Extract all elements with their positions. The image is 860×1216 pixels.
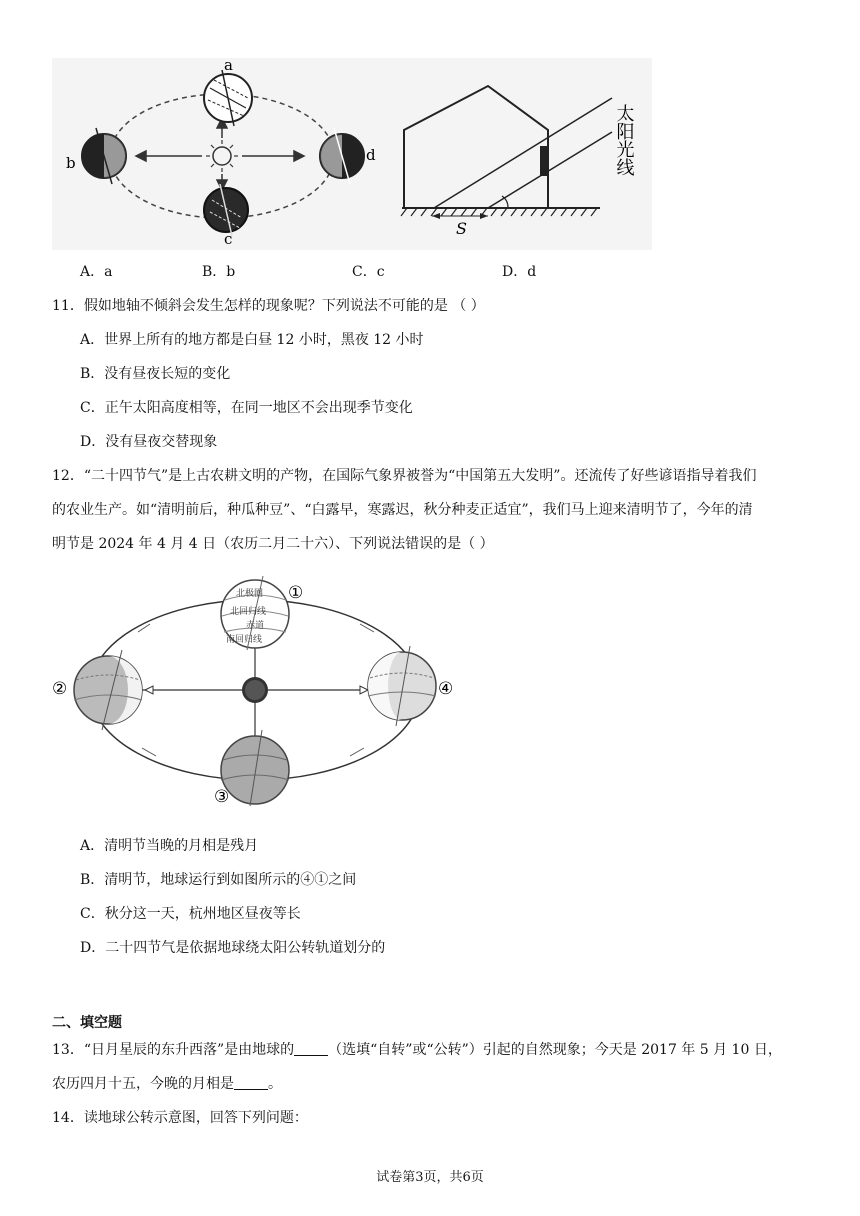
- q11-stem: 11．假如地轴不倾斜会发生怎样的现象呢？下列说法不可能的是 （ ）: [52, 298, 485, 314]
- q12-stem-line3: 明节是 2024 年 4 月 4 日（农历二月二十六）、下列说法错误的是（ ）: [52, 536, 494, 552]
- q12-option-b: B．清明节，地球运行到如图所示的④①之间: [80, 872, 357, 888]
- seasons-orbit-figure: [50, 570, 470, 810]
- q12-option-c: C．秋分这一天，杭州地区昼夜等长: [80, 906, 301, 922]
- q11-option-b: B．没有昼夜长短的变化: [80, 366, 231, 382]
- q12-option-d: D．二十四节气是依据地球绕太阳公转轨道划分的: [80, 940, 386, 956]
- q10-option-c: C．c: [352, 264, 385, 280]
- q12-stem-line1: 12．“二十四节气”是上古农耕文明的产物，在国际气象界被誉为“中国第五大发明”。还流传了好些谚语指导着我们: [52, 468, 757, 484]
- orbit-abcd-figure: [52, 58, 652, 250]
- label-tropic-s: 南回归线: [226, 635, 263, 645]
- label-a: a: [224, 58, 233, 74]
- label-north-circle: 北极圈: [236, 589, 264, 599]
- label-d: d: [366, 146, 376, 164]
- page-footer: 试卷第3页，共6页: [376, 1170, 484, 1185]
- q11-option-d: D．没有昼夜交替现象: [80, 434, 218, 450]
- sun-ray-label: 太阳光线: [613, 104, 635, 176]
- globe-3: [221, 730, 289, 806]
- q13-line2: 农历四月十五，今晚的月相是 。: [52, 1076, 282, 1092]
- label-pos1: ①: [288, 583, 304, 603]
- q10-option-b: B．b: [202, 264, 236, 280]
- globe-1: [221, 576, 289, 650]
- globe-2: [74, 650, 142, 730]
- q11-option-c: C．正午太阳高度相等，在同一地区不会出现季节变化: [80, 400, 413, 416]
- q12-stem-line2: 的农业生产。如“清明前后，种瓜种豆”、“白露早，寒露迟，秋分种麦正适宜”，我们马上迎来清明节了，今年的清: [52, 502, 753, 518]
- q13-blank-2[interactable]: [234, 1075, 268, 1090]
- q10-option-d: D．d: [502, 264, 537, 280]
- label-pos4: ④: [438, 679, 454, 699]
- section-title: 二、填空题: [52, 1015, 122, 1031]
- q12-option-a: A．清明节当晚的月相是残月: [80, 838, 259, 854]
- q14-stem: 14．读地球公转示意图，回答下列问题：: [52, 1110, 308, 1126]
- q13-blank-1[interactable]: [294, 1041, 328, 1056]
- label-pos3: ③: [214, 787, 230, 807]
- q13-line1: 13．“日月星辰的东升西落”是由地球的 （选填“自转”或“公转”）引起的自然现象；今天是 2017 年 5 月 10 日，: [52, 1042, 782, 1058]
- label-tropic-n: 北回归线: [230, 607, 267, 617]
- label-pos2: ②: [52, 679, 68, 699]
- q11-option-a: A．世界上所有的地方都是白昼 12 小时，黑夜 12 小时: [80, 332, 424, 348]
- label-b: b: [66, 154, 76, 172]
- label-c: c: [224, 230, 233, 248]
- q10-option-a: A．a: [80, 264, 113, 280]
- label-s: S: [456, 219, 467, 238]
- globe-4: [368, 646, 436, 726]
- label-equator: 赤道: [246, 621, 265, 631]
